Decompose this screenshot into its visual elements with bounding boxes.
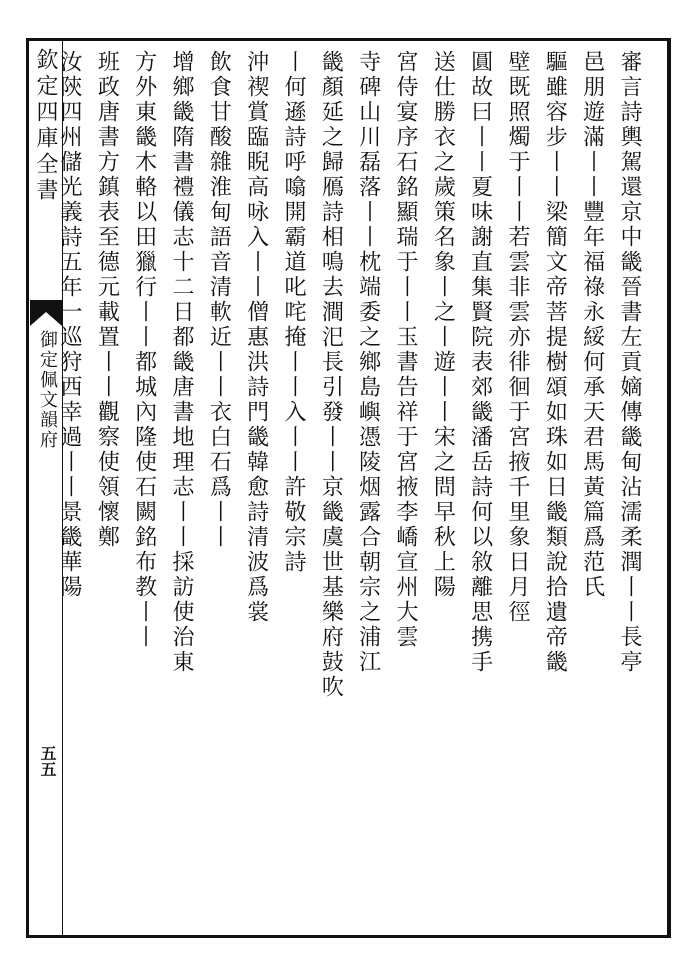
text-column: 壁既照燭于丨丨若雲非雲亦徘徊于宮掖千里象日月徑 bbox=[505, 50, 530, 625]
book-title: 御定佩文韻府 bbox=[37, 330, 58, 450]
text-column: 汝陝四州儲光義詩五年一巡狩西幸過丨丨景畿華陽 bbox=[57, 50, 82, 600]
frame-left-rule bbox=[26, 38, 29, 938]
text-column: 邑朋遊滿丨丨豐年福祿永綏何承天君馬黃篇爲范氏 bbox=[579, 50, 605, 600]
text-column: 宮侍宴序石銘顯瑞于丨丨玉書告祥于宮掖李嶠宣州大雲 bbox=[393, 50, 418, 650]
text-column: 班政唐書方鎮表至德元載置丨丨觀察使領懷鄭 bbox=[94, 50, 120, 550]
folio-number: 五五 bbox=[38, 745, 57, 777]
text-column: 送仕勝衣之歲策名象丨之丨遊丨丨宋之問早秋上陽 bbox=[430, 50, 456, 600]
frame-top-rule bbox=[26, 38, 670, 41]
text-column: 圓故曰丨丨夏味謝直集賢院表郊畿潘岳詩何以敘離思携手 bbox=[467, 50, 493, 675]
text-column: 驅雖容步丨丨梁簡文帝菩提樹頌如珠如日畿類說拾遺帝畿 bbox=[542, 50, 568, 675]
text-column: 飲食甘酸雜淮甸語音清軟近丨丨衣白石爲丨丨 bbox=[206, 50, 232, 550]
text-column: 畿顏延之歸鴈詩相鳴去澗汜長引發丨丨京畿虞世基樂府鼓吹 bbox=[318, 50, 344, 700]
text-column: 丨何遜詩呼噏開霸道叱咤掩丨丨入丨丨許敬宗詩 bbox=[281, 50, 306, 575]
text-column: 審言詩輿駕還京中畿晉書左貢嫡傳畿甸沾濡柔潤丨丨長亭 bbox=[617, 50, 642, 675]
text-column: 方外東畿木輅以田獵行丨丨都城內隆使石闕銘布教丨丨 bbox=[131, 50, 157, 650]
text-column: 增鄉畿隋書禮儀志十二日都畿唐書地理志丨丨採訪使治東 bbox=[169, 50, 194, 675]
frame-right-rule bbox=[667, 38, 671, 938]
text-column: 沖禊賞臨睨高咏入丨丨僧惠洪詩門畿韓愈詩清波爲裳 bbox=[243, 50, 269, 625]
series-title: 欽定四庫全書 bbox=[33, 48, 58, 204]
frame-bottom-rule bbox=[26, 935, 670, 938]
text-column: 寺碑山川磊落丨丨枕端委之鄉島嶼憑陵烟露合朝宗之浦江 bbox=[355, 50, 381, 675]
